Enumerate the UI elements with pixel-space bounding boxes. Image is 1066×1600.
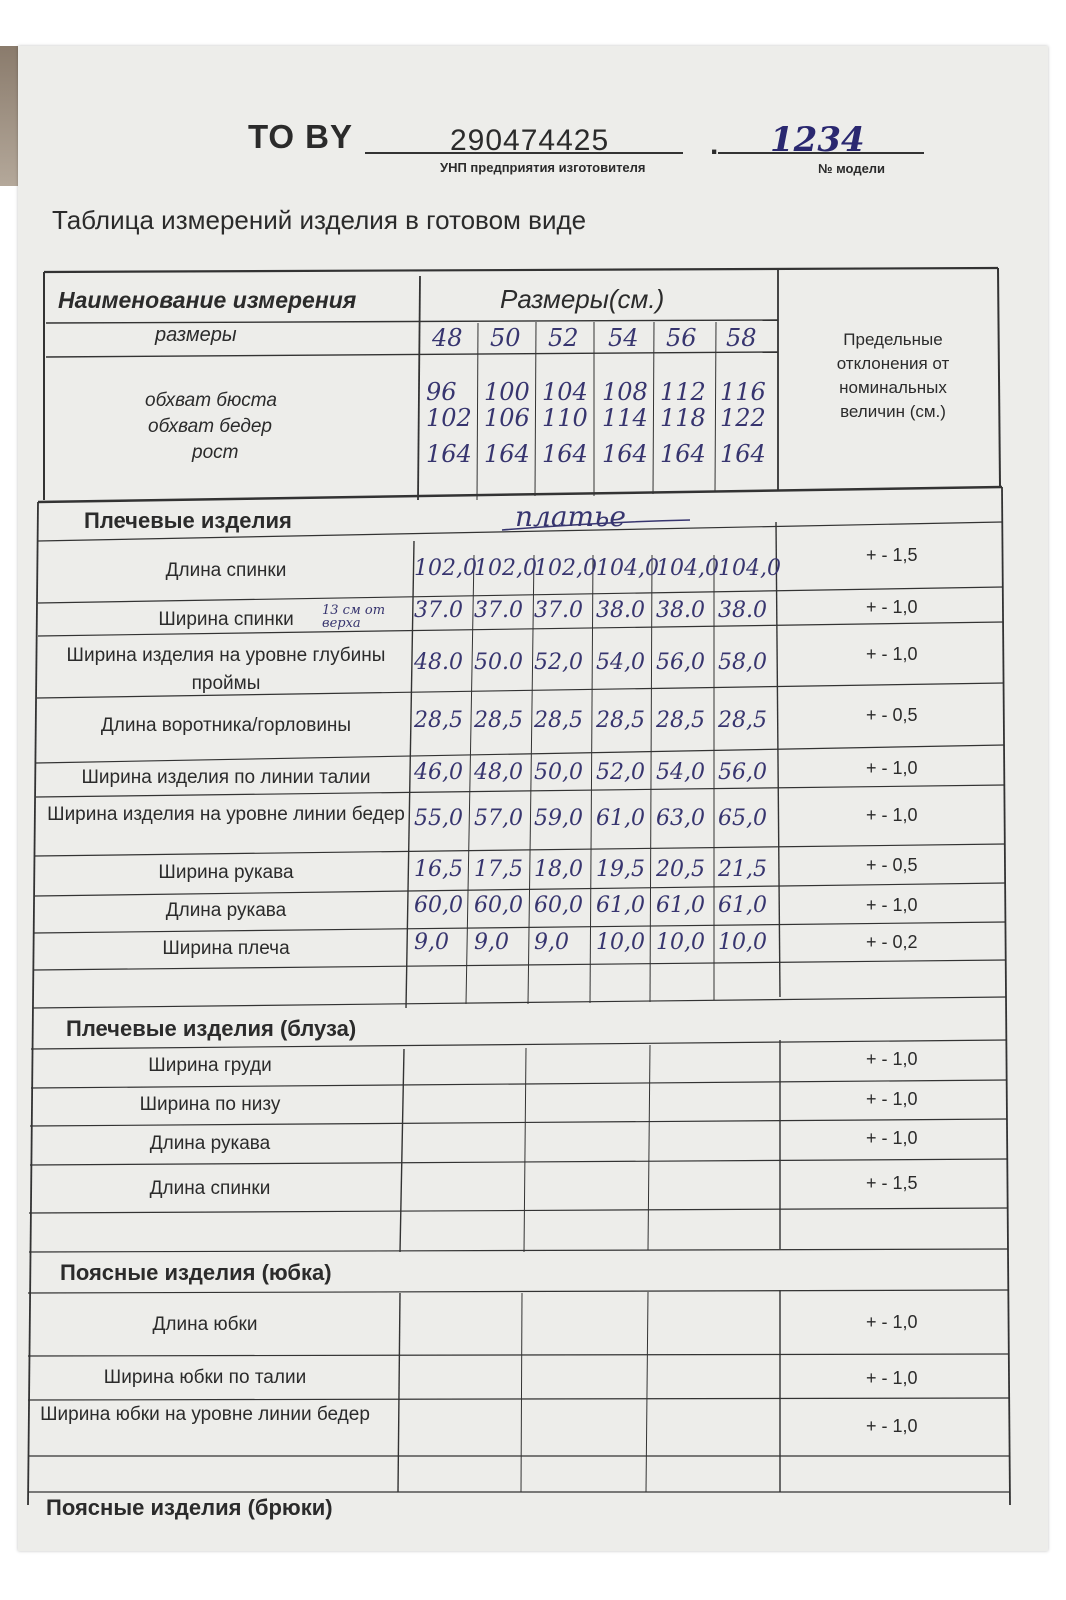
measurement-value: 28,5	[474, 708, 523, 733]
tolerance-value: + - 1,5	[866, 545, 918, 565]
measurement-value: 54,0	[596, 650, 645, 675]
measurement-value: 9,0	[534, 930, 569, 955]
height-label: рост	[192, 442, 239, 463]
size-value: 56	[666, 324, 697, 352]
size-value: 50	[490, 324, 521, 352]
measurement-name: Длина спинки	[149, 1178, 271, 1199]
sizes-row-label: размеры	[155, 324, 237, 346]
tolerance-value: + - 1,0	[866, 1416, 918, 1436]
tolerance-value: + - 1,0	[866, 644, 918, 664]
measurement-value: 61,0	[656, 893, 705, 918]
measurement-value: 60,0	[414, 893, 463, 918]
measurement-name: Длина юбки	[152, 1314, 258, 1335]
measurement-value: 61,0	[718, 893, 767, 918]
tolerance-value: + - 0,5	[866, 705, 918, 725]
measurement-name: Ширина рукава	[158, 862, 294, 883]
measurement-value: 48,0	[474, 760, 523, 785]
measurement-value: 17,5	[474, 857, 523, 882]
hips-value: 106	[484, 404, 530, 432]
measurement-value: 18,0	[534, 857, 583, 882]
measurement-value: 10,0	[718, 930, 767, 955]
measurement-name: Длина спинки	[165, 560, 287, 581]
measurement-value: 19,5	[596, 857, 645, 882]
measurement-name: Ширина юбки на уровне линии бедер	[40, 1404, 370, 1425]
height-value: 164	[542, 440, 588, 468]
tolerance-value: + - 1,0	[866, 758, 918, 778]
name-column-header: Наименование измерения	[58, 287, 357, 313]
measurement-value: 55,0	[414, 806, 463, 831]
size-value: 54	[608, 324, 639, 352]
tolerance-value: + - 0,2	[866, 932, 918, 952]
bust-value: 108	[602, 378, 648, 406]
measurement-value: 52,0	[534, 650, 583, 675]
measurement-value: 28,5	[414, 708, 463, 733]
measurement-value: 102,0	[414, 556, 477, 581]
measurement-value: 50.0	[474, 650, 523, 675]
measurement-value: 20,5	[656, 857, 705, 882]
measurement-value: 56,0	[656, 650, 705, 675]
tolerance-value: + - 1,0	[866, 1089, 918, 1109]
section-title-blouse: Плечевые изделия (блуза)	[66, 1016, 357, 1041]
measurement-value: 102,0	[534, 556, 597, 581]
sizes-column-header: Размеры(см.)	[500, 284, 665, 314]
measurement-value: 38.0	[656, 598, 705, 623]
measurement-value: 10,0	[596, 930, 645, 955]
size-value: 52	[548, 324, 579, 352]
header-separator: .	[710, 128, 719, 161]
measurement-value: 104,0	[656, 556, 719, 581]
height-value: 164	[720, 440, 766, 468]
measurement-value: 65,0	[718, 806, 767, 831]
hips-value: 102	[426, 404, 472, 432]
measurement-value: 54,0	[656, 760, 705, 785]
measurement-value: 48.0	[414, 650, 463, 675]
height-value: 164	[484, 440, 530, 468]
measurement-name: Длина рукава	[165, 900, 287, 921]
hips-label: обхват бедер	[148, 416, 272, 437]
measurement-value: 61,0	[596, 893, 645, 918]
section-title-skirt: Поясные изделия (юбка)	[60, 1260, 332, 1285]
tolerance-value: + - 1,0	[866, 1368, 918, 1388]
model-caption: № модели	[818, 161, 886, 176]
measurement-value: 104,0	[596, 556, 659, 581]
tolerance-value: + - 1,0	[866, 1312, 918, 1332]
tolerance-value: + - 1,0	[866, 597, 918, 617]
measurement-name: Длина рукава	[149, 1133, 271, 1154]
tolerance-value: + - 1,0	[866, 1128, 918, 1148]
unp-value: 290474425	[450, 124, 610, 157]
bust-label: обхват бюста	[145, 390, 277, 411]
measurement-value: 58,0	[718, 650, 767, 675]
hips-value: 118	[660, 404, 706, 432]
height-value: 164	[602, 440, 648, 468]
measurement-value: 37.0	[534, 598, 583, 623]
measurement-value: 61,0	[596, 806, 645, 831]
tolerance-value: + - 1,5	[866, 1173, 918, 1193]
measurement-value: 59,0	[534, 806, 583, 831]
measurement-value: 9,0	[414, 930, 449, 955]
size-value: 58	[726, 324, 757, 352]
bust-value: 96	[426, 378, 457, 406]
height-value: 164	[426, 440, 472, 468]
measurement-value: 28,5	[718, 708, 767, 733]
handwritten-note-back: 13 см от верха	[322, 603, 386, 631]
measurement-value: 60,0	[474, 893, 523, 918]
measurement-name: Длина воротника/горловины	[100, 715, 352, 736]
tolerance-value: + - 1,0	[866, 1049, 918, 1069]
measurement-value: 60,0	[534, 893, 583, 918]
tolerance-column-header: Предельные отклонения от номинальных величин (см.)	[836, 330, 950, 421]
measurement-name: Ширина по низу	[139, 1094, 281, 1115]
measurement-name: Ширина спинки	[158, 609, 294, 630]
bust-value: 112	[660, 378, 706, 406]
measurement-value: 38.0	[718, 598, 767, 623]
hips-value: 114	[602, 404, 648, 432]
measurement-name: Ширина груди	[148, 1055, 272, 1076]
bust-value: 100	[484, 378, 530, 406]
document-title: Таблица измерений изделия в готовом виде	[52, 205, 587, 235]
hips-value: 122	[720, 404, 766, 432]
measurement-name: Ширина изделия по линии талии	[81, 767, 371, 788]
tolerance-value: + - 1,0	[866, 805, 918, 825]
measurement-value: 28,5	[596, 708, 645, 733]
height-value: 164	[660, 440, 706, 468]
measurement-value: 50,0	[534, 760, 583, 785]
measurement-value: 37.0	[474, 598, 523, 623]
measurement-name: Ширина юбки по талии	[103, 1367, 307, 1388]
measurement-value: 38.0	[596, 598, 645, 623]
unp-caption: УНП предприятия изготовителя	[440, 160, 646, 175]
measurement-value: 46,0	[414, 760, 463, 785]
handwritten-note-dress: платье	[515, 500, 626, 533]
size-value: 48	[432, 324, 463, 352]
measurement-value: 63,0	[656, 806, 705, 831]
measurement-value: 10,0	[656, 930, 705, 955]
measurement-value: 28,5	[534, 708, 583, 733]
measurement-value: 16,5	[414, 857, 463, 882]
measurement-name: Ширина изделия на уровне линии бедер	[47, 804, 405, 825]
tolerance-value: + - 0,5	[866, 855, 918, 875]
hips-value: 110	[542, 404, 588, 432]
standard-label: ТО BY	[248, 118, 354, 155]
measurement-value: 57,0	[474, 806, 523, 831]
bust-value: 116	[720, 378, 766, 406]
measurement-value: 9,0	[474, 930, 509, 955]
measurement-value: 104,0	[718, 556, 781, 581]
measurement-value: 102,0	[474, 556, 537, 581]
measurement-value: 52,0	[596, 760, 645, 785]
measurement-name: Ширина изделия на уровне глубины проймы	[66, 645, 386, 694]
measurement-name: Ширина плеча	[162, 938, 290, 959]
bust-value: 104	[542, 378, 588, 406]
measurement-value: 56,0	[718, 760, 767, 785]
tolerance-value: + - 1,0	[866, 895, 918, 915]
measurement-value: 21,5	[718, 857, 767, 882]
measurement-value: 28,5	[656, 708, 705, 733]
model-number: 1234	[770, 120, 865, 160]
section-title-shoulder: Плечевые изделия	[84, 508, 292, 533]
section-title-trousers: Поясные изделия (брюки)	[46, 1495, 333, 1520]
measurement-value: 37.0	[414, 598, 463, 623]
